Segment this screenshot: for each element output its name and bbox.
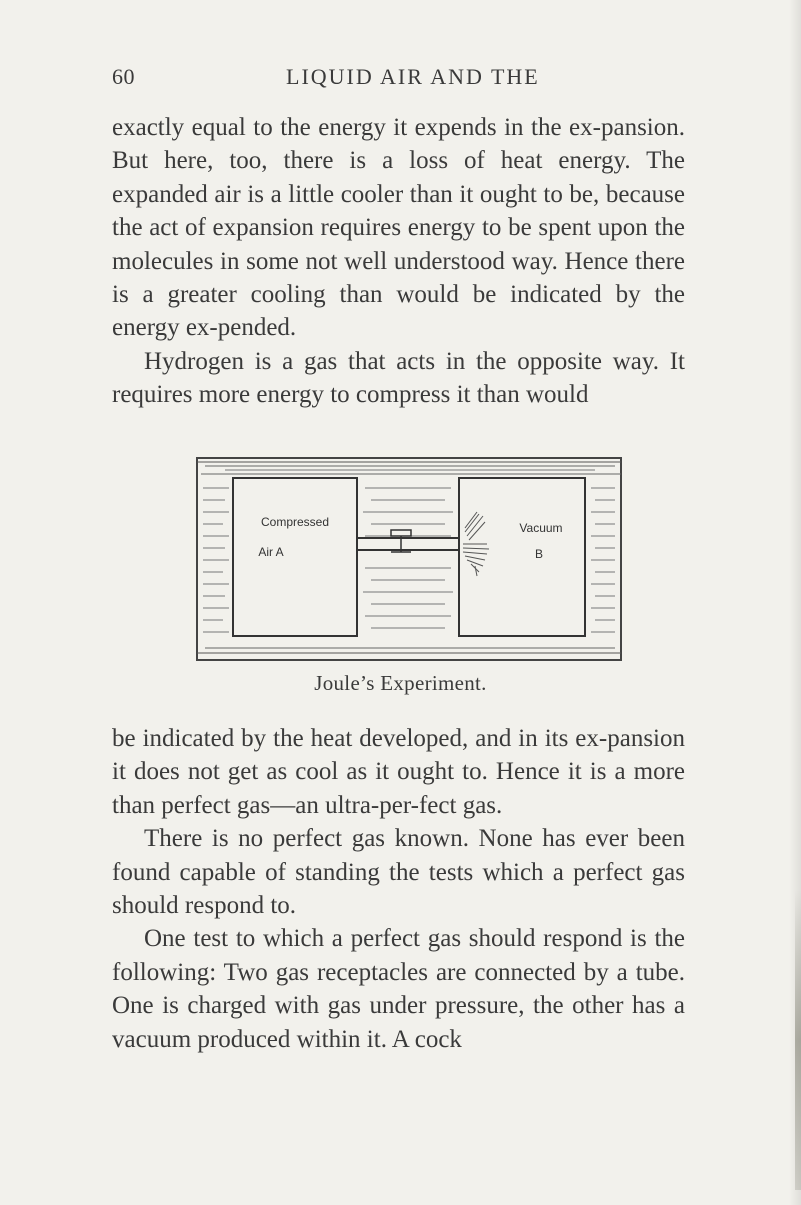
paragraph: exactly equal to the energy it expends in the ex-pansion. But here, too, there is a loss of heat energy. The expanded air is a little cooler than it ought to be, because the act of expansion requires energy to be spent upon the molecules in some not well understood way. Hence there is a greater cooling than would be indicated by the energy ex-pended. [112, 114, 685, 342]
receptacle-a-label-line1: Compressed [260, 515, 330, 529]
joules-experiment-figure [195, 452, 627, 668]
running-head: LIQUID AIR AND THE [286, 64, 540, 89]
body-text-bottom [112, 722, 685, 1056]
page-edge-stain [795, 890, 801, 1190]
receptacle-b-label-line2: B [534, 547, 544, 561]
receptacle-a-label-line2: Air A [258, 545, 284, 559]
paragraph: Hydrogen is a gas that acts in the opposite way. It requires more energy to compress it than would [112, 347, 685, 409]
body-text-top [112, 111, 685, 412]
receptacle-b-label-line1: Vacuum [519, 521, 563, 535]
paragraph: One test to which a perfect gas should respond is the following: Two gas receptacles are connected by a tube. One is charged with gas under pressure, the other has a vacuum produced within it. A cock [112, 925, 685, 1053]
page-number: 60 [112, 64, 135, 89]
paragraph: There is no perfect gas known. None has ever been found capable of standing the tests which a perfect gas should respond to. [112, 825, 685, 920]
paragraph: be indicated by the heat developed, and in its ex-pansion it does not get as cool as it ought to. Hence it is a more than perfect gas—an ultra-per-fect gas. [112, 725, 685, 819]
figure-drawing [195, 452, 627, 668]
figure-caption: Joule’s Experiment. [314, 671, 487, 695]
